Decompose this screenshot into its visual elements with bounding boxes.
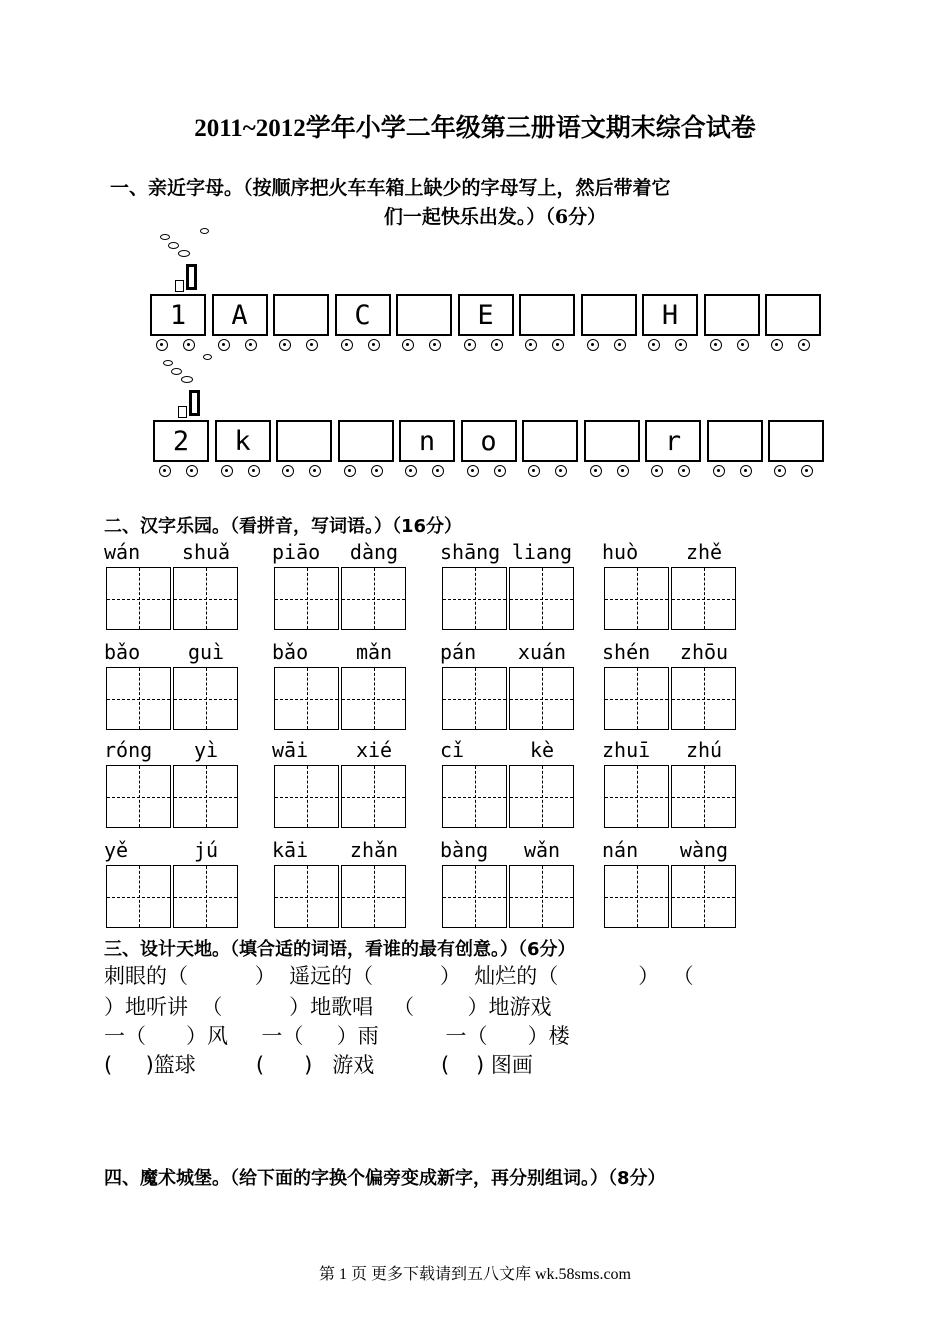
wheel-icon: [429, 339, 441, 351]
wheel-icon: [678, 465, 690, 477]
train-car: [273, 294, 329, 336]
writing-cell[interactable]: [442, 865, 507, 928]
page-title: 2011~2012学年小学二年级第三册语文期末综合试卷: [194, 115, 756, 142]
pinyin-label: bàng: [440, 838, 489, 862]
writing-cell[interactable]: [509, 765, 574, 828]
wheel-icon: [801, 465, 813, 477]
smoke-puff-icon: [200, 228, 209, 234]
wheel-icon: [309, 465, 321, 477]
pinyin-label: nán: [602, 838, 639, 862]
pinyin-label: xié: [355, 738, 393, 762]
train-car: [581, 294, 637, 336]
writing-cell[interactable]: [509, 567, 574, 630]
pinyin-label: zhǎn: [349, 838, 399, 862]
section2-heading: 二、汉字乐园。（看拼音，写词语。）（16分）: [104, 516, 463, 537]
wheel-icon: [771, 339, 783, 351]
wheel-icon: [221, 465, 233, 477]
writing-cell[interactable]: [671, 667, 736, 730]
writing-cell[interactable]: [442, 667, 507, 730]
pinyin-label: jú: [193, 838, 219, 862]
section3-line: ( )篮球 ( ) 游戏 ( ) 图画: [104, 1053, 533, 1077]
writing-cell[interactable]: [341, 865, 406, 928]
wheel-icon: [491, 339, 503, 351]
page-footer: 第 1 页 更多下载请到五八文库 wk.58sms.com: [318, 1266, 631, 1283]
wheel-icon: [590, 465, 602, 477]
pinyin-label: zhú: [685, 738, 723, 762]
wheel-icon: [405, 465, 417, 477]
writing-cell[interactable]: [341, 667, 406, 730]
smoke-puff-icon: [168, 242, 179, 249]
writing-cell[interactable]: [173, 567, 238, 630]
pinyin-label: shén: [602, 640, 651, 664]
wheel-icon: [710, 339, 722, 351]
train-car: [338, 420, 394, 462]
wheel-icon: [282, 465, 294, 477]
pinyin-label: guì: [187, 640, 225, 664]
pinyin-label: piāo: [272, 540, 321, 564]
train-car: [396, 294, 452, 336]
train-car: [768, 420, 824, 462]
train-2: [0, 360, 950, 488]
train-car: E: [458, 294, 514, 336]
writing-cell[interactable]: [274, 865, 339, 928]
train-car: H: [642, 294, 698, 336]
wheel-icon: [651, 465, 663, 477]
wheel-icon: [774, 465, 786, 477]
wheel-icon: [245, 339, 257, 351]
train-1: [0, 228, 950, 358]
writing-cell[interactable]: [106, 667, 171, 730]
pinyin-label: zhuī: [602, 738, 651, 762]
pinyin-label: shāng: [440, 540, 501, 564]
wheel-icon: [186, 465, 198, 477]
wheel-icon: [306, 339, 318, 351]
wheel-icon: [737, 339, 749, 351]
wheel-icon: [156, 339, 168, 351]
writing-cell[interactable]: [106, 567, 171, 630]
writing-cell[interactable]: [341, 765, 406, 828]
section3-line: ）地听讲 （ ）地歌唱 （ ）地游戏: [104, 995, 552, 1019]
wheel-icon: [648, 339, 660, 351]
pinyin-label: huò: [602, 540, 639, 564]
wheel-icon: [675, 339, 687, 351]
pinyin-label: wàng: [679, 838, 729, 862]
section4-heading: 四、魔术城堡。（给下面的字换个偏旁变成新字，再分别组词。）（8分）: [104, 1168, 666, 1189]
writing-cell[interactable]: [671, 865, 736, 928]
wheel-icon: [614, 339, 626, 351]
train-car: n: [399, 420, 455, 462]
section3-heading: 三、设计天地。（填合适的词语，看谁的最有创意。）（6分）: [104, 939, 576, 960]
writing-cell[interactable]: [274, 765, 339, 828]
smoke-puff-icon: [203, 354, 212, 360]
wheel-icon: [248, 465, 260, 477]
wheel-icon: [552, 339, 564, 351]
section1-instruction: [110, 174, 850, 232]
train-car: [522, 420, 578, 462]
wheel-icon: [432, 465, 444, 477]
cab-icon: [175, 280, 184, 292]
writing-cell[interactable]: [341, 567, 406, 630]
writing-cell[interactable]: [106, 765, 171, 828]
section1-line2: 们一起快乐出发。）（6分）: [383, 206, 607, 228]
writing-cell[interactable]: [173, 667, 238, 730]
smoke-puff-icon: [181, 376, 193, 383]
writing-cell[interactable]: [604, 865, 669, 928]
writing-cell[interactable]: [106, 865, 171, 928]
pinyin-label: wāi: [272, 738, 309, 762]
writing-cell[interactable]: [604, 567, 669, 630]
train-car: o: [461, 420, 517, 462]
pinyin-label: wǎn: [523, 838, 561, 862]
writing-cell[interactable]: [274, 667, 339, 730]
smoke-puff-icon: [160, 234, 170, 240]
chimney-icon: [189, 390, 200, 416]
pinyin-label: róng: [104, 738, 153, 762]
pinyin-label: zhōu: [679, 640, 729, 664]
train-car: 1: [150, 294, 206, 336]
writing-cell[interactable]: [509, 865, 574, 928]
wheel-icon: [183, 339, 195, 351]
pinyin-label: cǐ: [440, 738, 465, 762]
train-car: [704, 294, 760, 336]
wheel-icon: [713, 465, 725, 477]
pinyin-label: liang: [511, 540, 573, 564]
section3-line: 刺眼的（ ） 遥远的（ ） 灿烂的（ ） （: [104, 964, 694, 988]
pinyin-label: kāi: [272, 838, 309, 862]
writing-cell[interactable]: [173, 865, 238, 928]
pinyin-label: dàng: [349, 540, 399, 564]
wheel-icon: [528, 465, 540, 477]
pinyin-label: zhě: [685, 540, 723, 564]
writing-cell[interactable]: [442, 765, 507, 828]
train-car: 2: [153, 420, 209, 462]
pinyin-label: wán: [104, 540, 141, 564]
train-car: [519, 294, 575, 336]
writing-cell[interactable]: [173, 765, 238, 828]
train-car: [765, 294, 821, 336]
wheel-icon: [798, 339, 810, 351]
train-car: [276, 420, 332, 462]
wheel-icon: [525, 339, 537, 351]
smoke-puff-icon: [163, 360, 173, 366]
writing-cell[interactable]: [671, 765, 736, 828]
writing-cell[interactable]: [604, 765, 669, 828]
wheel-icon: [344, 465, 356, 477]
wheel-icon: [555, 465, 567, 477]
pinyin-grid: [0, 535, 950, 935]
wheel-icon: [617, 465, 629, 477]
writing-cell[interactable]: [509, 667, 574, 730]
train-car: [707, 420, 763, 462]
writing-cell[interactable]: [671, 567, 736, 630]
wheel-icon: [218, 339, 230, 351]
pinyin-label: shuǎ: [181, 540, 231, 564]
pinyin-label: mǎn: [355, 640, 393, 664]
wheel-icon: [467, 465, 479, 477]
wheel-icon: [494, 465, 506, 477]
smoke-puff-icon: [171, 368, 182, 375]
smoke-puff-icon: [178, 250, 190, 257]
wheel-icon: [368, 339, 380, 351]
train-car: k: [215, 420, 271, 462]
wheel-icon: [371, 465, 383, 477]
train-car: C: [335, 294, 391, 336]
chimney-icon: [186, 264, 197, 290]
pinyin-label: kè: [529, 738, 555, 762]
cab-icon: [178, 406, 187, 418]
wheel-icon: [464, 339, 476, 351]
pinyin-label: pán: [440, 640, 477, 664]
wheel-icon: [341, 339, 353, 351]
writing-cell[interactable]: [274, 567, 339, 630]
writing-cell[interactable]: [442, 567, 507, 630]
wheel-icon: [740, 465, 752, 477]
pinyin-label: bǎo: [272, 640, 309, 664]
wheel-icon: [159, 465, 171, 477]
train-car: A: [212, 294, 268, 336]
pinyin-label: xuán: [517, 640, 567, 664]
pinyin-label: bǎo: [104, 640, 141, 664]
train-car: r: [645, 420, 701, 462]
writing-cell[interactable]: [604, 667, 669, 730]
train-car: [584, 420, 640, 462]
wheel-icon: [279, 339, 291, 351]
pinyin-label: yì: [193, 738, 219, 762]
wheel-icon: [402, 339, 414, 351]
pinyin-label: yě: [104, 838, 129, 862]
section1-line1: 一、亲近字母。（按顺序把火车车箱上缺少的字母写上，然后带着它: [110, 177, 671, 199]
section3-line: 一（ ）风 一（ ）雨 一（ ）楼: [104, 1024, 570, 1048]
wheel-icon: [587, 339, 599, 351]
